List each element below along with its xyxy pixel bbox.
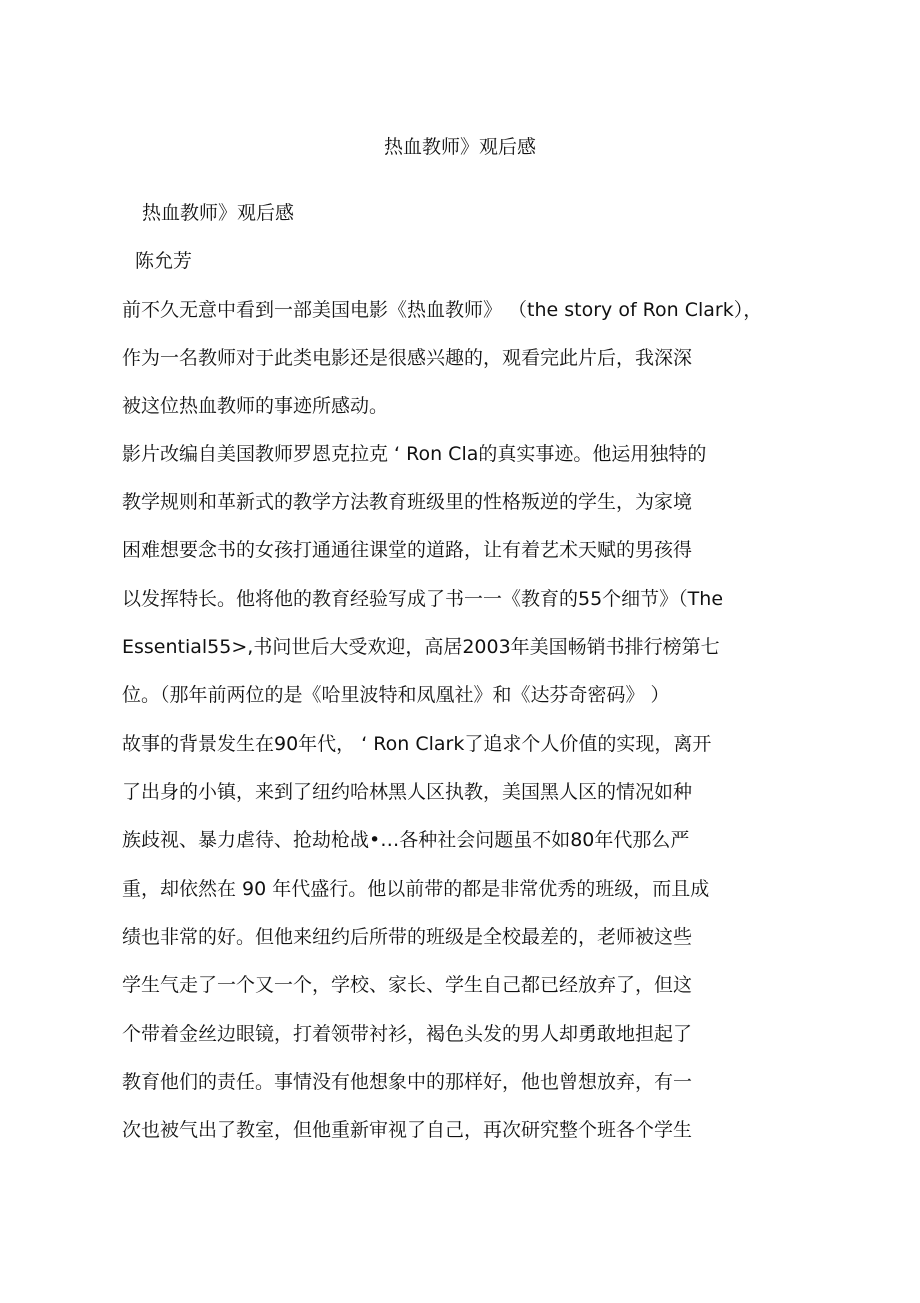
paragraph-line: 次也被气出了教室，但他重新审视了自己，再次研究整个班各个学生 (122, 1119, 693, 1141)
paragraph-line: 教育他们的责任。事情没有他想象中的那样好，他也曾想放弃，有一 (122, 1071, 693, 1093)
paragraph-line: 教学规则和革新式的教学方法教育班级里的性格叛逆的学生，为家境 (122, 491, 693, 513)
paragraph-line: 位。（那年前两位的是《哈里波特和凤凰社》和《达芬奇密码》 ） (122, 684, 670, 706)
paragraph-line: 重，却依然在 90 年代盛行。他以前带的都是非常优秀的班级，而且成 (122, 878, 710, 900)
paragraph-line: 故事的背景发生在90年代， ‘ Ron Clark了追求个人价值的实现，离开 (122, 733, 712, 755)
paragraph-line: 个带着金丝边眼镜，打着领带衬衫，褐色头发的男人却勇敢地担起了 (122, 1023, 693, 1045)
paragraph-line: 影片改编自美国教师罗恩克拉克 ‘ Ron Cla的真实事迹。他运用独特的 (122, 443, 707, 465)
paragraph-line: 族歧视、暴力虐待、抢劫枪战•…各种社会问题虽不如80年代那么严 (122, 829, 690, 851)
paragraph-line: 被这位热血教师的事迹所感动。 (122, 395, 389, 417)
paragraph-line: 作为一名教师对于此类电影还是很感兴趣的，观看完此片后，我深深 (122, 347, 693, 369)
document-subtitle: 热血教师》观后感 (142, 202, 295, 224)
author-name: 陈允芳 (135, 250, 193, 272)
paragraph-line: 以发挥特长。他将他的教育经验写成了书一一《教育的55个细节》（The (122, 588, 724, 610)
paragraph-line: 了出身的小镇，来到了纽约哈林黑人区执教，美国黑人区的情况如种 (122, 781, 693, 803)
paragraph-line: 困难想要念书的女孩打通通往课堂的道路，让有着艺术天赋的男孩得 (122, 539, 693, 561)
document-title: 热血教师》观后感 (383, 136, 536, 158)
paragraph-line: Essential55>,书问世后大受欢迎，高居2003年美国畅销书排行榜第七 (122, 636, 720, 658)
paragraph-line: 绩也非常的好。但他来纽约后所带的班级是全校最差的，老师被这些 (122, 926, 693, 948)
paragraph-line: 前不久无意中看到一部美国电影《热血教师》 （the story of Ron Clark）， (122, 299, 763, 321)
paragraph-line: 学生气走了一个又一个，学校、家长、学生自己都已经放弃了，但这 (122, 974, 693, 996)
